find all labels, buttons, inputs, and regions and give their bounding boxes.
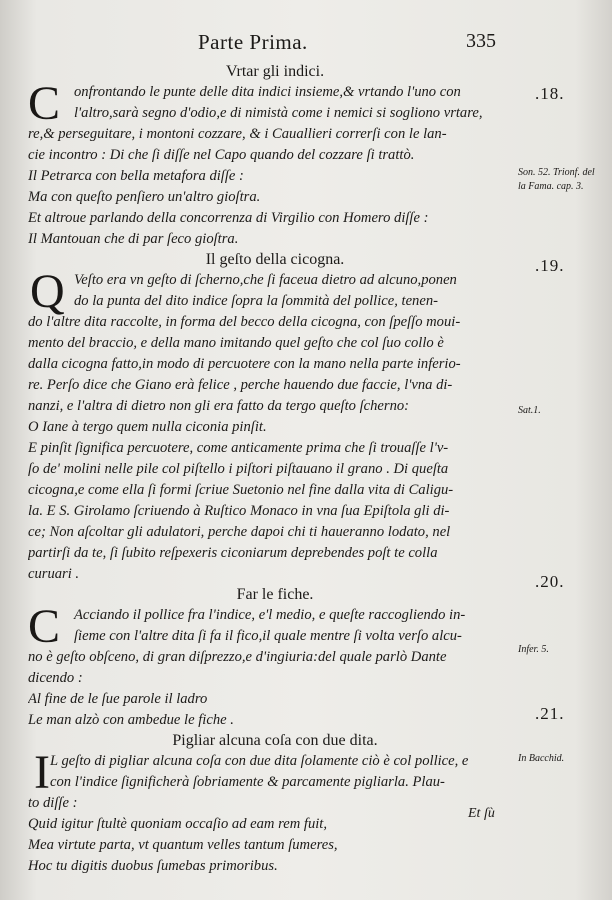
text-line: la. E S. Girolamo ſcriuendo à Ruſtico Monaco in vna ſua Epiſtola gli di- <box>28 503 450 519</box>
text-line: ſo de' molini nelle pile col piſtello i piſtori piſtauano il grano . Di queſta <box>28 461 449 477</box>
text-line: dicendo : <box>28 670 83 686</box>
section-heading: Far le fiche. <box>236 586 314 603</box>
verse-line: Mea virtute parta, vt quantum velles tantum ſumeres, <box>28 837 338 853</box>
verse-line: Quid igitur ſtultè quoniam occaſio ad eam rem fuit, <box>28 816 328 832</box>
text-line: do la punta del dito indice ſopra la ſommità del pollice, tenen- <box>74 293 438 309</box>
text-line: Et altroue parlando della concorrenza di Virgilio con Homero diſſe : <box>28 210 429 226</box>
page-header <box>0 30 612 60</box>
catchword: Et ſù <box>468 806 495 821</box>
text-line: do l'altre dita raccolte, in forma del becco della cicogna, con ſpeſſo moui- <box>28 314 461 330</box>
verse-line: Al fine de le ſue parole il ladro <box>28 691 208 707</box>
section-heading: Vrtar gli indici. <box>225 63 325 80</box>
paragraph <box>28 746 522 877</box>
verse-line: Ma con queſto penſiero un'altro gioſtra. <box>28 189 261 205</box>
drop-capital: I <box>34 746 50 799</box>
text-line: dalla cicogna fatto,in modo di percuotere con la mano nella parte inferio- <box>28 356 461 372</box>
verse-line: Hoc tu digitis duobus ſumebas primoribus. <box>28 858 278 874</box>
text-line: Veſto era vn geſto di ſcherno,che ſi faceua dietro ad alcuno,ponen <box>74 272 457 288</box>
main-text <box>28 62 522 877</box>
text-line: cie incontro : Di che ſi diſſe nel Capo quando del cozzare ſi trattò. <box>28 147 415 163</box>
text-line: re,& perseguitare, i montoni cozzare, & i Cauallieri correrſi con le lan- <box>28 126 447 142</box>
drop-capital: Q <box>30 265 65 318</box>
running-title: Parte Prima. <box>198 30 308 54</box>
text-line: no è geſto obſceno, di gran diſprezzo,e d'ingiuria:del quale parlò Dante <box>28 649 447 665</box>
text-line: E pinſit ſignifica percuotere, come anticamente prima che ſi trouaſſe l'v- <box>28 440 449 456</box>
section-number: .21. <box>535 704 565 723</box>
drop-capital: C <box>28 600 61 653</box>
text-line: ſieme con l'altre dita ſi fa il fico,il quale mentre ſi volta verſo alcu- <box>74 628 462 644</box>
section-heading: Il geſto della cicogna. <box>205 251 345 268</box>
page-number: 335 <box>466 30 496 52</box>
section-number: .18. <box>535 84 565 103</box>
section-number: .20. <box>535 572 565 591</box>
verse-line: O Iane à tergo quem nulla ciconia pinſit. <box>28 419 267 435</box>
paragraph <box>28 265 522 585</box>
text-line: Acciando il pollice fra l'indice, e'l medio, e queſte raccogliendo in- <box>74 607 466 623</box>
section-number: .19. <box>535 256 565 275</box>
text-line: l'altro,sarà segno d'odio,e di nimistà come i nemici si sogliono vrtare, <box>74 105 483 121</box>
verse-line: Il Petrarca con bella metafora diſſe : <box>28 168 244 184</box>
text-line: partirſi da te, ſi ſubito reſpexeris ciconiarum deprebendes poſt te colla <box>28 545 438 561</box>
section-heading: Pigliar alcuna coſa con due dita. <box>172 732 378 749</box>
text-line: to diſſe : <box>28 795 78 811</box>
verse-line: Il Mantouan che di par ſeco gioſtra. <box>28 231 239 247</box>
paragraph <box>28 77 522 166</box>
verse-line: Le man alzò con ambedue le fiche . <box>28 712 234 728</box>
text-line: re. Perſo dice che Giano erà felice , perche hauendo due faccie, l'vna di- <box>28 377 453 393</box>
text-line: con l'indice ſignificherà ſobriamente & parcamente pigliarla. Plau- <box>50 774 445 790</box>
text-line: cicogna,e come ella ſi formi ſcriue Suetonio nel fine dalla vita di Caligu- <box>28 482 454 498</box>
drop-capital: C <box>28 77 61 130</box>
margin-note: In Bacchid. <box>518 753 565 764</box>
paragraph <box>28 600 522 731</box>
text-line: L geſto di pigliar alcuna coſa con due dita ſolamente ciò è col pollice, e <box>50 753 469 769</box>
margin-note: Son. 52. Trionf. del la Fama. cap. 3. <box>518 167 595 192</box>
text-line: mento del braccio, e della mano imitando quel geſto che col ſuo collo è <box>28 335 444 351</box>
text-line: onfrontando le punte delle dita indici insieme,& vrtando l'uno con <box>74 84 461 100</box>
margin-note: Sat.1. <box>518 405 541 416</box>
text-line: nanzi, e l'altra di dietro non gli era fatto da tergo queſto ſcherno: <box>28 398 410 414</box>
text-line: curuari . <box>28 566 80 582</box>
text-line: ce; Non aſcoltar gli adulatori, perche dapoi chi ti haueranno lodato, nel <box>28 524 451 540</box>
margin-note: Infer. 5. <box>518 644 549 655</box>
